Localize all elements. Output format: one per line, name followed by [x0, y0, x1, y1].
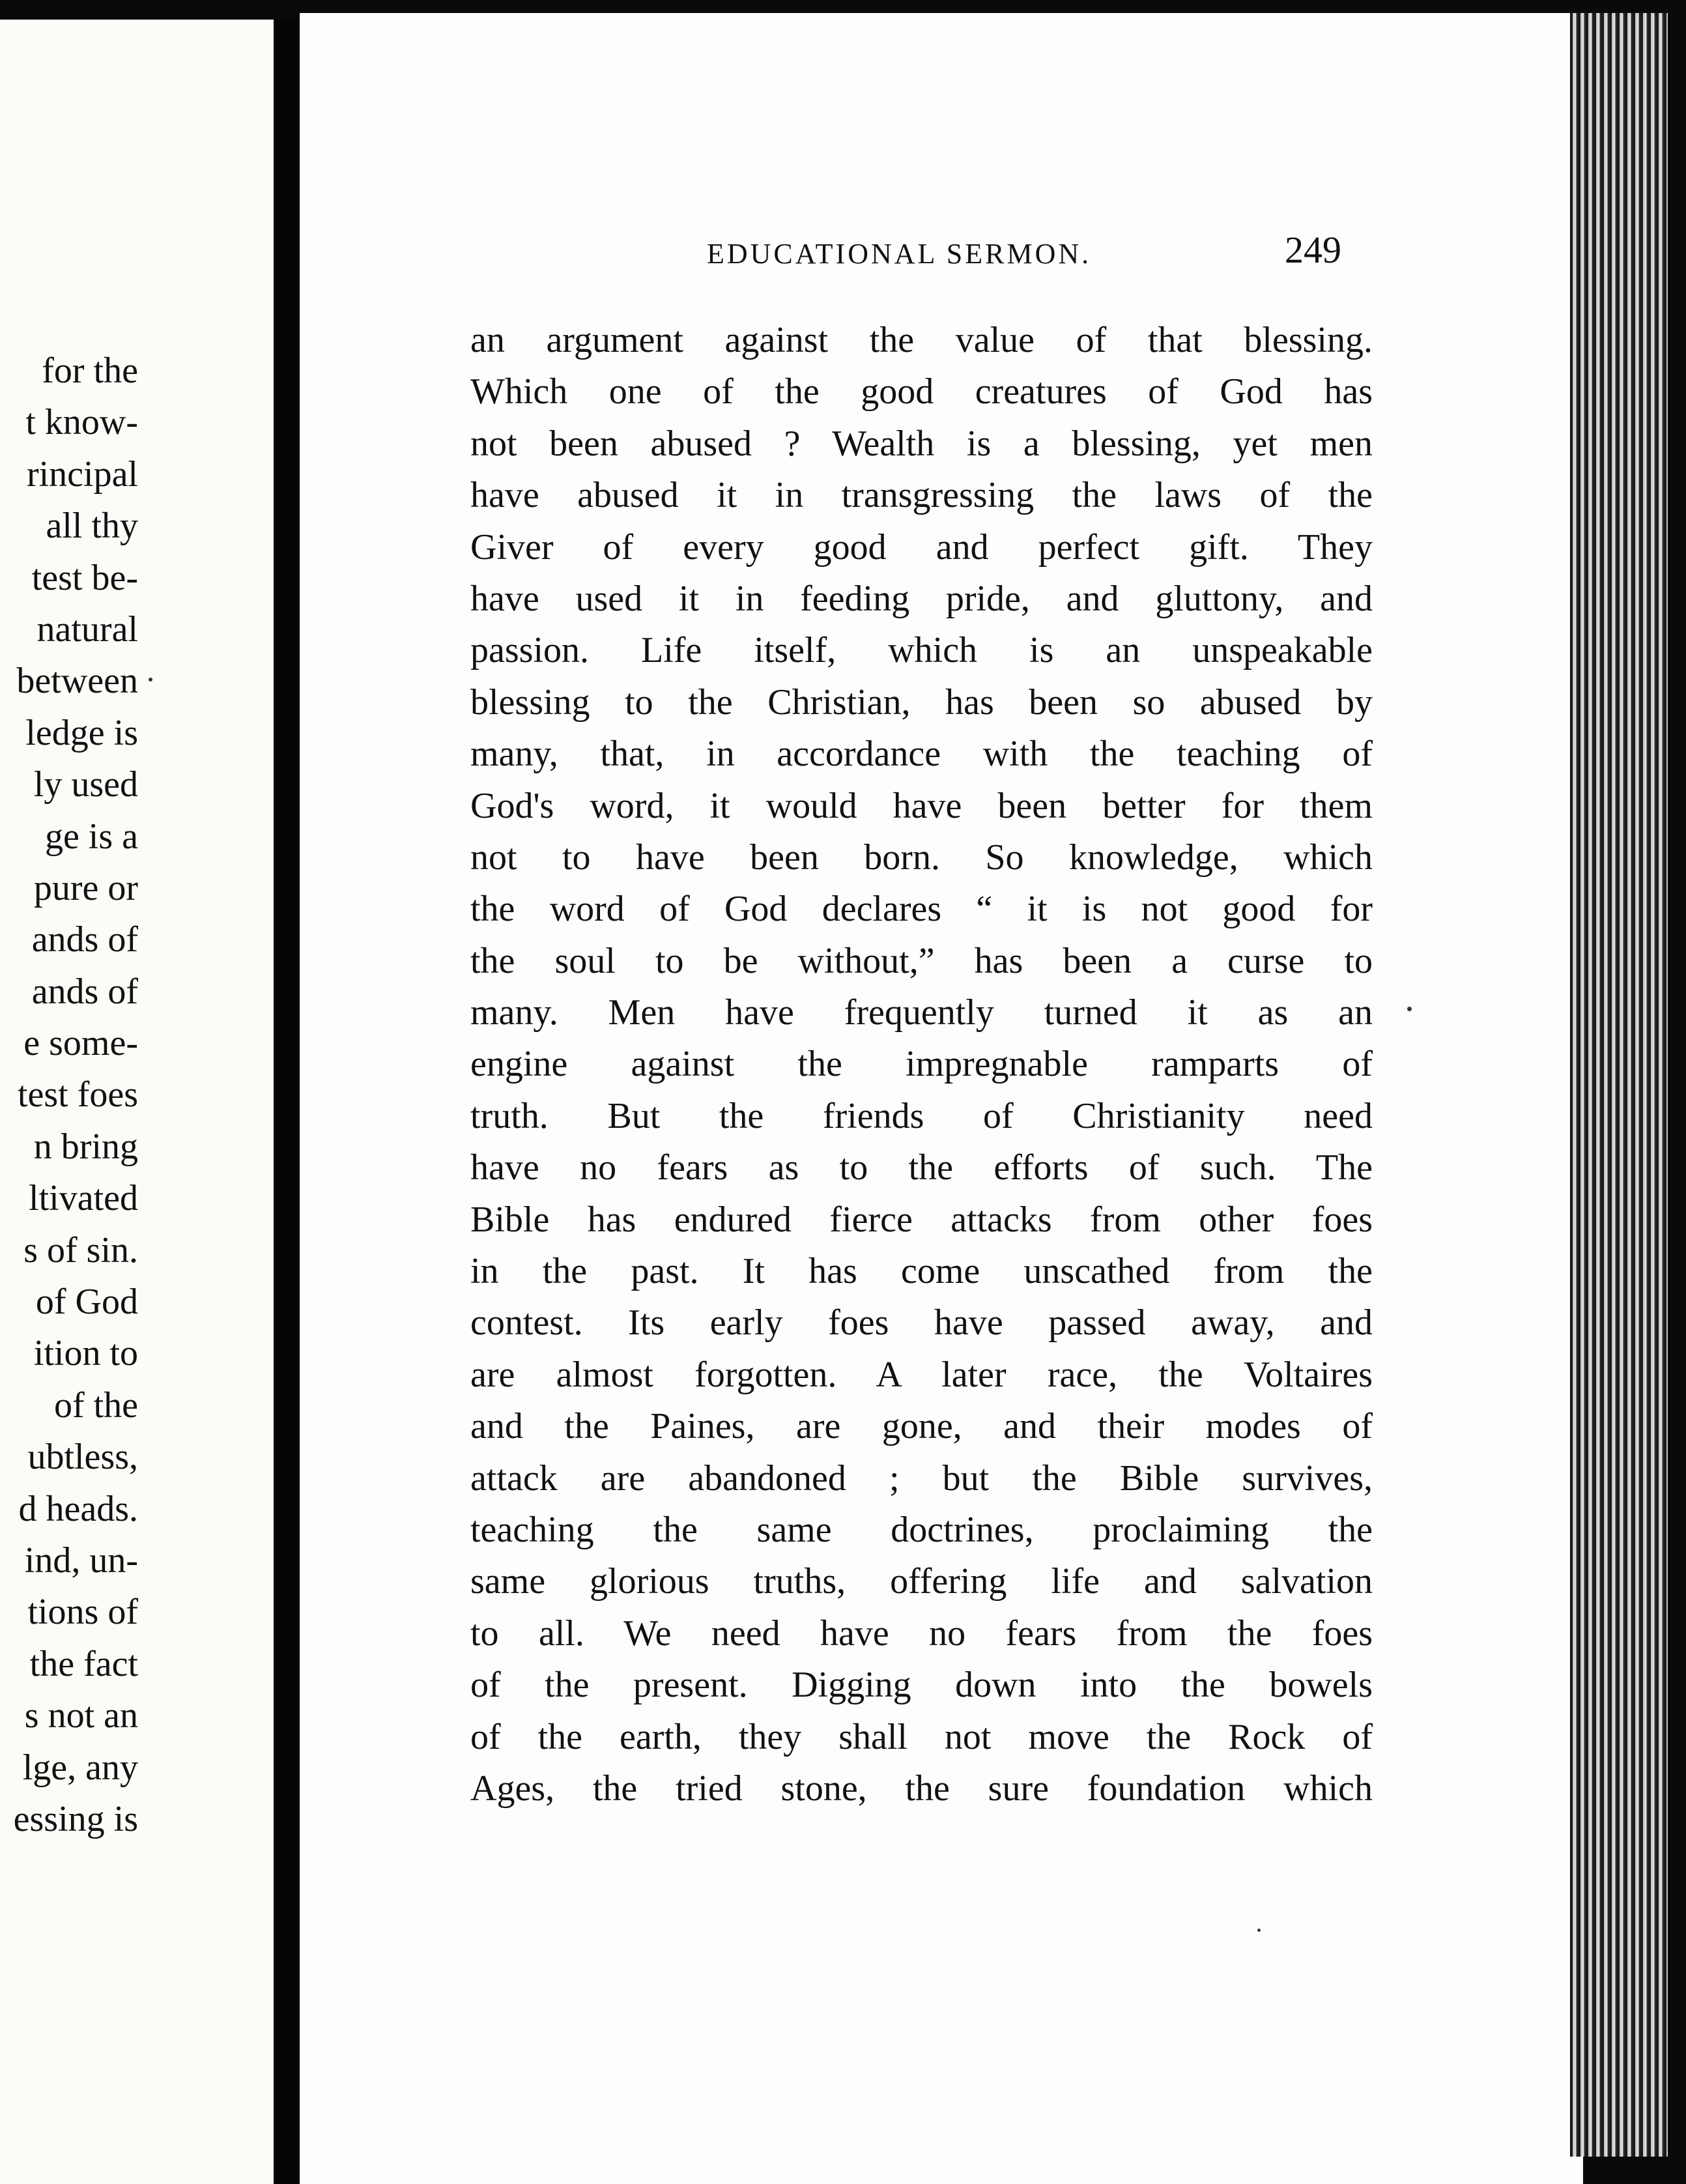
- text-line: engine against the impregnable ramparts of: [470, 1044, 1373, 1085]
- left-page: [0, 20, 274, 2184]
- left-text-line: ands of: [31, 919, 138, 960]
- text-line: blessing to the Christian, has been so abused by: [470, 682, 1373, 723]
- left-text-line: natural: [36, 609, 138, 650]
- left-text-line: t know-: [25, 402, 138, 443]
- text-line: contest. Its early foes have passed away, and: [470, 1302, 1373, 1343]
- left-text-line: ands of: [31, 971, 138, 1012]
- ink-speck: [1407, 1007, 1412, 1011]
- left-text-line: the fact: [29, 1643, 138, 1684]
- text-line: passion. Life itself, which is an unspeakable: [470, 630, 1373, 671]
- left-text-line: rincipal: [26, 453, 138, 495]
- left-text-line: between: [16, 661, 138, 702]
- left-text-line: essing is: [13, 1798, 138, 1839]
- left-text-line: e some-: [23, 1023, 138, 1064]
- left-text-line: ition to: [33, 1333, 138, 1374]
- text-line: Which one of the good creatures of God has: [470, 371, 1373, 412]
- left-text-line: ge is a: [44, 816, 138, 857]
- text-line: are almost forgotten. A later race, the Voltaires: [470, 1354, 1373, 1395]
- left-text-line: for the: [42, 351, 138, 391]
- body-text: [470, 315, 1373, 1815]
- ink-speck: [149, 678, 152, 682]
- page-number: 249: [1285, 229, 1341, 271]
- left-text-line: s of sin.: [23, 1229, 138, 1271]
- left-text-line: ind, un-: [24, 1540, 138, 1581]
- left-text-line: lge, any: [22, 1747, 138, 1788]
- text-line: God's word, it would have been better for them: [470, 785, 1373, 826]
- text-line: attack are abandoned ; but the Bible survives,: [470, 1458, 1373, 1499]
- text-line: to all. We need have no fears from the foes: [470, 1613, 1373, 1654]
- left-text-line: ly used: [33, 764, 138, 805]
- text-line: not to have been born. So knowledge, which: [470, 837, 1373, 878]
- left-page-text: [0, 345, 274, 1845]
- left-text-line: d heads.: [18, 1488, 138, 1529]
- left-text-line: s not an: [24, 1695, 138, 1736]
- text-line: an argument against the value of that blessing.: [470, 320, 1373, 360]
- text-line: the word of God declares “ it is not good for: [470, 889, 1373, 930]
- text-line: many, that, in accordance with the teaching of: [470, 734, 1373, 775]
- left-text-line: test foes: [17, 1074, 138, 1115]
- text-line: teaching the same doctrines, proclaiming the: [470, 1509, 1373, 1550]
- left-text-line: pure or: [33, 867, 138, 908]
- left-text-line: tions of: [27, 1592, 138, 1633]
- left-text-line: ledge is: [25, 712, 138, 753]
- text-line: not been abused ? Wealth is a blessing, yet men: [470, 423, 1373, 464]
- text-line: truth. But the friends of Christianity need: [470, 1095, 1373, 1136]
- text-line: of the present. Digging down into the bowels: [470, 1665, 1373, 1706]
- running-head: EDUCATIONAL SERMON.: [707, 238, 1092, 270]
- left-text-line: ubtless,: [27, 1437, 138, 1478]
- text-line: Giver of every good and perfect gift. They: [470, 526, 1373, 568]
- ink-speck: [1257, 1929, 1261, 1932]
- page-edges: [1570, 13, 1668, 2157]
- text-line: have no fears as to the efforts of such. The: [470, 1147, 1373, 1188]
- text-line: Ages, the tried stone, the sure foundation which: [470, 1768, 1373, 1809]
- text-line: of the earth, they shall not move the Rock of: [470, 1716, 1373, 1757]
- text-line: in the past. It has come unscathed from the: [470, 1251, 1373, 1292]
- left-text-line: ltivated: [29, 1178, 138, 1219]
- text-line: Bible has endured fierce attacks from other foes: [470, 1199, 1373, 1240]
- book-gutter: [274, 20, 300, 2184]
- text-line: and the Paines, are gone, and their modes of: [470, 1406, 1373, 1447]
- text-line: same glorious truths, offering life and salvation: [470, 1561, 1373, 1602]
- left-text-line: of God: [35, 1282, 138, 1323]
- text-line: have abused it in transgressing the laws of the: [470, 475, 1373, 516]
- left-text-line: n bring: [33, 1126, 138, 1167]
- text-line: the soul to be without,” has been a curse to: [470, 940, 1373, 981]
- text-line: many. Men have frequently turned it as an: [470, 992, 1373, 1033]
- left-text-line: all thy: [46, 506, 138, 547]
- text-line: have used it in feeding pride, and gluttony, and: [470, 578, 1373, 619]
- left-text-line: test be-: [31, 557, 138, 598]
- left-text-line: of the: [53, 1385, 138, 1426]
